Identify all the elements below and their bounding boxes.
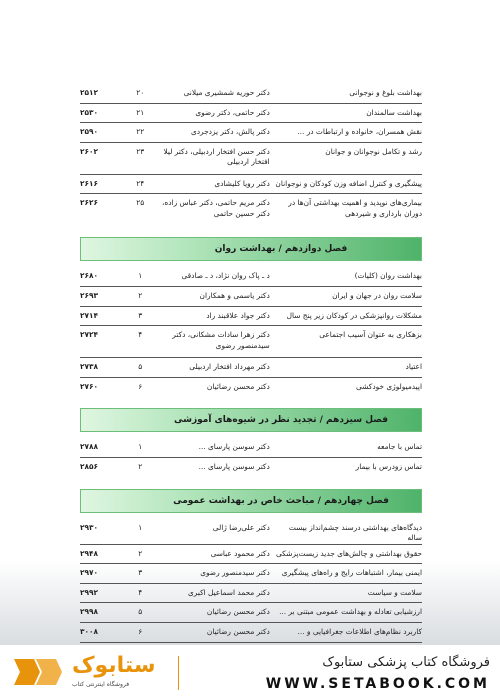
section-title: فصل سیزدهم / تجدید نظر در شیوه‌های آموزشی [173, 415, 389, 426]
toc-page-number: ۲۹۴۸ [79, 548, 99, 558]
toc-topic: بهداشت روان (کلیات) [354, 271, 422, 281]
toc-topic: ایمنی بیمار، اشتباهات رایج و راه‌های پیشگیری [281, 568, 422, 578]
toc-row [80, 377, 422, 397]
toc-author: دکتر محسن رضائیان [206, 626, 270, 636]
section-title: فصل چهاردهم / مباحث خاص در بهداشت عمومی [173, 495, 389, 506]
table-of-contents [80, 84, 422, 661]
toc-page-number: ۲۷۲۴ [79, 330, 99, 340]
toc-row [80, 267, 422, 286]
toc-number: ۴ [138, 330, 143, 340]
toc-page-number: ۲۶۱۶ [79, 178, 99, 188]
toc-page-number: ۲۷۳۸ [79, 362, 99, 372]
toc-number: ۶ [138, 626, 143, 636]
toc-row [80, 174, 422, 194]
toc-author: دکتر محمود عباسی [210, 548, 270, 558]
toc-row [80, 122, 422, 142]
toc-row [80, 438, 422, 457]
toc-author: دکتر سوسن پارسای ... [198, 461, 270, 471]
toc-topic: اپیدمیولوژی خودکشی [356, 381, 422, 391]
toc-row [80, 563, 422, 583]
toc-page-number: ۲۶۹۳ [79, 290, 99, 300]
toc-number: ۲۱ [136, 107, 145, 117]
toc-number: ۴ [138, 587, 143, 597]
toc-topic: بهداشت بلوغ و نوجوانی [349, 88, 422, 97]
store-logo[interactable] [10, 651, 160, 693]
toc-number: ۲۵ [136, 198, 145, 208]
toc-topic: دیدگاه‌های بهداشتی درسند چشم‌انداز بیست ساله [288, 522, 422, 543]
toc-author: دکتر مهرداد افتخار اردبیلی [189, 362, 270, 372]
toc-author: دکتر محسن رضائیان [206, 381, 270, 391]
logo-subtitle: فروشگاه اینترنتی کتاب [72, 681, 130, 688]
toc-page-number: ۲۵۳۰ [79, 107, 99, 117]
toc-page-number: ۲۹۷۰ [79, 568, 99, 578]
toc-topic: کاربرد نظام‌های اطلاعات جغرافیایی و ... [297, 626, 422, 636]
toc-number: ۱ [138, 442, 143, 452]
toc-topic: پیشگیری و کنترل اضافه وزن کودکان و نوجوانان [275, 178, 422, 188]
toc-topic: نقش همسران، خانواده و ارتباطات در ... [297, 127, 422, 137]
toc-page-number: ۳۰۰۸ [79, 626, 99, 636]
toc-author: دکتر حوریه شمشیری میلانی [183, 88, 270, 97]
section-header-12 [80, 237, 422, 261]
toc-topic: سلامت روان در جهان و ایران [332, 290, 422, 300]
toc-page-number: ۲۸۵۶ [79, 461, 99, 471]
toc-number: ۲۰ [136, 88, 145, 97]
toc-row [80, 325, 422, 357]
toc-page-number: ۲۹۳۰ [79, 522, 99, 532]
toc-page-number: ۲۹۹۲ [79, 587, 99, 597]
toc-number: ۲۴ [136, 178, 145, 188]
toc-author: دکتر رویا کلیشادی [214, 178, 270, 188]
toc-number: ۶ [138, 381, 143, 391]
toc-author: دکتر حاتمی، دکتر رضوی [195, 107, 270, 117]
toc-author: دکتر مریم حاتمی، دکتر عباس زاده، دکتر حسین حاتمی [161, 198, 270, 218]
toc-number: ۳ [138, 310, 143, 320]
store-url-link[interactable]: WWW.SETABOOK.COM [265, 676, 490, 692]
toc-page-number: ۲۶۸۰ [79, 271, 99, 281]
toc-page-number: ۲۶۰۲ [79, 146, 99, 156]
toc-author: دکتر حسن افتخار اردبیلی، دکتر لیلا افتخار اردبیلی [163, 146, 270, 167]
toc-author: دکتر جواد علاقبند راد [206, 310, 270, 320]
toc-author: دکتر محسن رضائیان [206, 607, 270, 617]
footer-divider [178, 656, 179, 690]
logo-text: ستابوک [72, 653, 156, 678]
toc-row [80, 103, 422, 123]
toc-topic: اعتیاد [405, 362, 422, 372]
toc-topic: تماس زودرس با بیمار [355, 461, 422, 471]
toc-topic: سلامت و سیاست [367, 587, 422, 597]
toc-group-14 [80, 519, 422, 662]
store-title: فروشگاه کتاب پزشکی ستابوک [322, 655, 490, 670]
toc-row [80, 602, 422, 622]
toc-number: ۱ [138, 522, 143, 532]
toc-row [80, 193, 422, 225]
toc-page-number: ۲۵۹۰ [79, 127, 99, 137]
toc-row [80, 142, 422, 174]
toc-page-number: ۲۶۲۶ [79, 198, 99, 208]
toc-row [80, 357, 422, 377]
toc-number: ۲ [138, 548, 143, 558]
section-header-14 [80, 489, 422, 513]
toc-topic: ارزشیابی تعادله و بهداشت عمومی مبتنی بر ... [279, 607, 422, 617]
toc-topic: مشکلات روانپزشکی در کودکان زیر پنج سال [286, 310, 422, 320]
toc-number: ۲۳ [136, 146, 145, 156]
toc-topic: بهداشت سالمندان [366, 107, 422, 117]
toc-page-number: ۲۷۶۰ [79, 381, 99, 391]
toc-group-top [80, 84, 422, 225]
toc-author: دکتر محمد اسماعیل اکبری [188, 587, 270, 597]
toc-topic: رشد و تکامل نوجوانان و جوانان [325, 146, 422, 156]
toc-row [80, 583, 422, 603]
toc-author: دکتر سوسن پارسای ... [198, 442, 270, 452]
toc-author: دکتر علی‌رضا ژالی [212, 522, 270, 532]
toc-group-13 [80, 438, 422, 476]
toc-page-number: ۲۹۹۸ [79, 607, 99, 617]
toc-number: ۲ [138, 461, 143, 471]
toc-number: ۵ [138, 362, 143, 372]
toc-row [80, 286, 422, 306]
toc-topic: بزهکاری به عنوان آسیب اجتماعی [319, 330, 422, 340]
toc-topic: حقوق بهداشتی و چالش‌های جدید زیست‌پزشکی [275, 548, 422, 558]
toc-row [80, 457, 422, 477]
toc-number: ۳ [138, 568, 143, 578]
toc-topic: بیماری‌های نوپدید و اهمیت بهداشتی آن‌ها در دوران بارداری و شیردهی [288, 198, 422, 218]
section-title: فصل دوازدهم / بهداشت روان [214, 244, 348, 255]
toc-number: ۲ [138, 290, 143, 300]
toc-page-number: ۲۷۸۸ [79, 442, 99, 452]
toc-row [80, 622, 422, 642]
toc-author: دکتر پالش، دکتر یزدجردی [190, 127, 270, 137]
toc-author: د ـ پاک روان نژاد، د ـ صادقی [181, 271, 270, 281]
toc-row [80, 544, 422, 564]
toc-page-number: ۲۵۱۲ [79, 88, 99, 97]
toc-row [80, 306, 422, 326]
toc-topic: تماس با جامعه [377, 442, 422, 452]
toc-group-12 [80, 267, 422, 396]
toc-row [80, 84, 422, 103]
toc-row [80, 519, 422, 544]
toc-author: دکتر زهرا سادات مشکانی، دکتر سیدمنصور رضوی [172, 330, 270, 350]
toc-number: ۱ [138, 271, 143, 281]
toc-author: دکتر یاسمی و همکاران [199, 290, 270, 300]
toc-number: ۵ [138, 607, 143, 617]
toc-number: ۲۲ [136, 127, 145, 137]
section-header-13 [80, 408, 422, 432]
logo-mark-icon [10, 651, 68, 693]
toc-page-number: ۲۷۱۴ [79, 310, 99, 320]
toc-author: دکتر سیدمنصور رضوی [200, 568, 270, 578]
